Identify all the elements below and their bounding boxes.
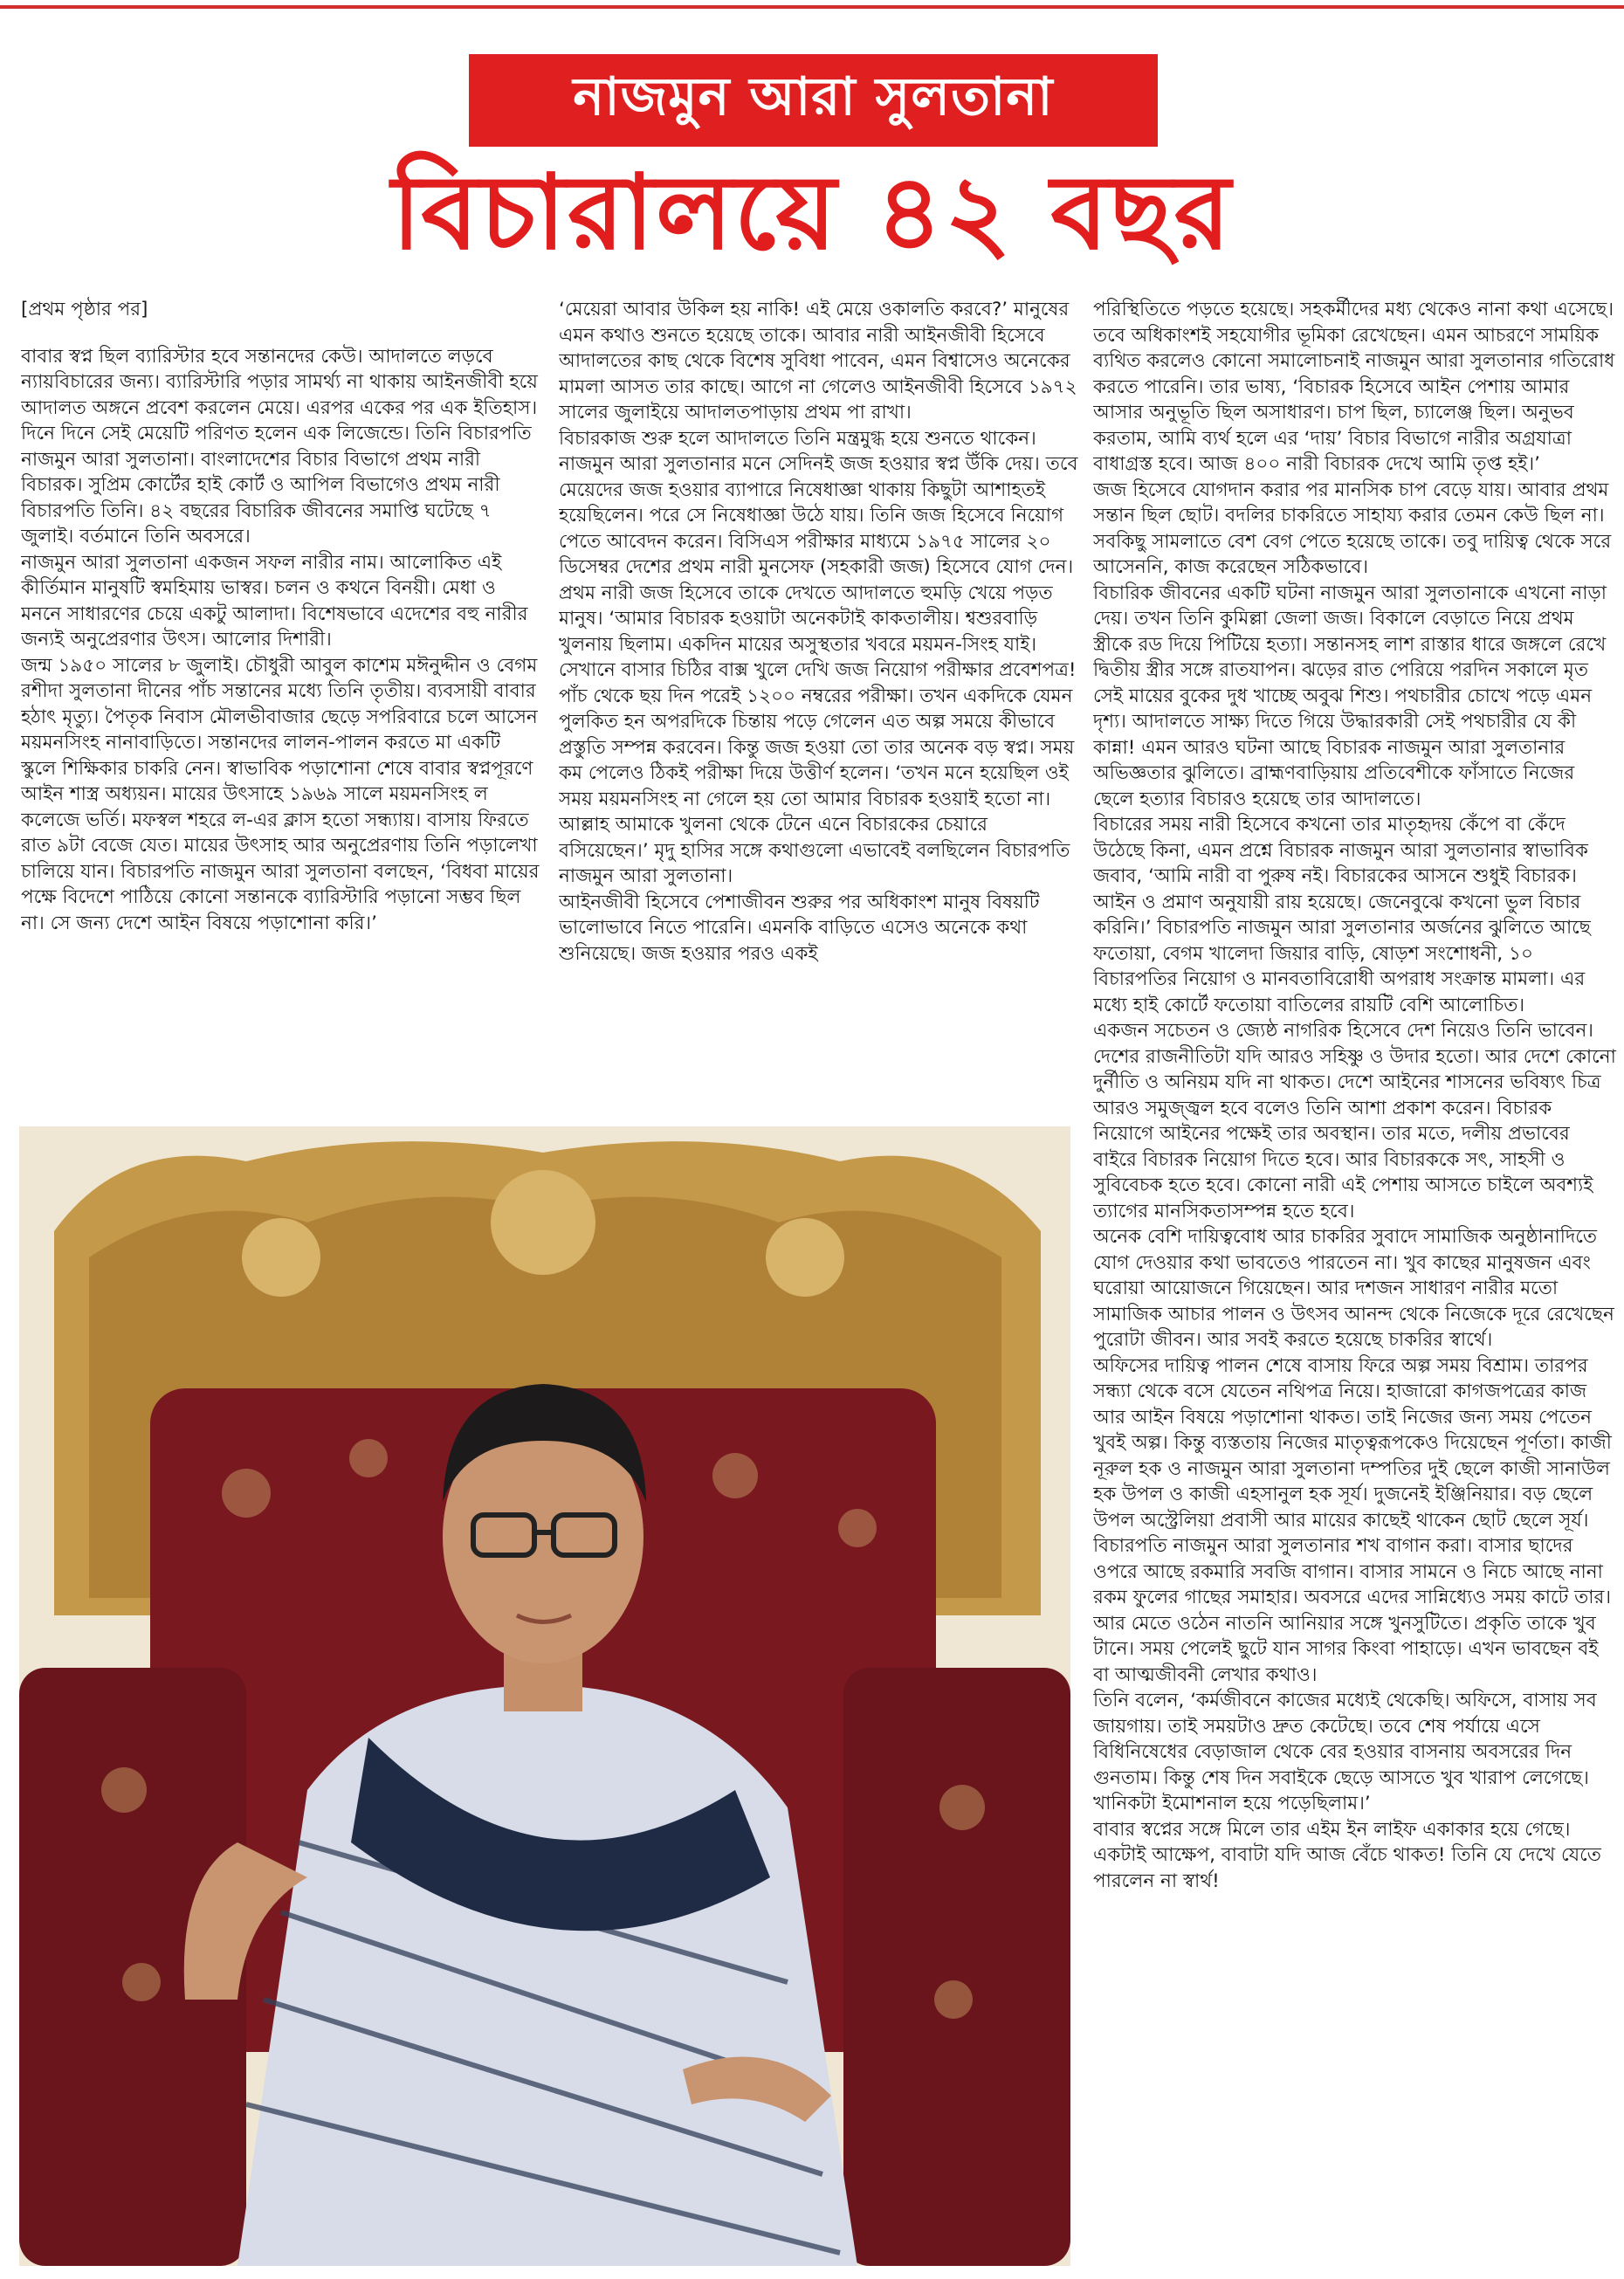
paragraph: আইনজীবী হিসেবে পেশাজীবন শুরুর পর অধিকাংশ মানুষ বিষয়টি ভালোভাবে নিতে পারেনি। এমনকি বাড়িতে এসেও অনেকে কথা শুনিয়েছে। জজ হওয়ার পরও একই: [559, 891, 1040, 965]
paragraph: বাবার স্বপ্ন ছিল ব্যারিস্টার হবে সন্তানদের কেউ। আদালতে লড়বে ন্যায়বিচারের জন্য। ব্যারিস্টারি পড়ার সামর্থ্য না থাকায় আইনজীবী হয়ে আদালত অঙ্গনে প্রবেশ করলেন মেয়ে। এরপর একের পর এক ইতিহাস। দিনে দিনে সেই মেয়েটি পরিণত হলেন এক লিজেন্ডে। তিনি বিচারপতি নাজমুন আরা সুলতানা। বাংলাদেশের বিচার বিভাগে প্রথম নারী বিচারক। সুপ্রিম কোর্টের হাই কোর্ট ও আপিল বিভাগেও প্রথম নারী বিচারপতি তিনি। ৪২ বছরের বিচারিক জীবনের সমাপ্তি ঘটেছে ৭ জুলাই। বর্তমানে তিনি অবসরে।: [21, 345, 538, 547]
paragraph: বিচারের সময় নারী হিসেবে কখনো তার মাতৃহৃদয় কেঁপে বা কেঁদে উঠেছে কিনা, এমন প্রশ্নে বিচারক নাজমুন আরা সুলতানার স্বাভাবিক জবাব, ‘আমি নারী বা পুরুষ নই। বিচারকের আসনে শুধুই বিচারক। আইন ও প্রমাণ অনুযায়ী রায় হয়েছে। জেনেবুঝে কখনো ভুল বিচার করিনি।’ বিচারপতি নাজমুন আরা সুলতানার অর্জনের ঝুলিতে আছে ফতোয়া, বেগম খালেদা জিয়ার বাড়ি, ষোড়শ সংশোধনী, ১০ বিচারপতির নিয়োগ ও মানবতাবিরোধী অপরাধ সংক্রান্ত মামলা। এর মধ্যে হাই কোর্টে ফতোয়া বাতিলের রায়টি বেশি আলোচিত।: [1093, 814, 1591, 1016]
article-column-1: [21, 297, 541, 1100]
continued-note: [প্রথম পৃষ্ঠার পর]: [21, 299, 148, 320]
paragraph: জন্ম ১৯৫০ সালের ৮ জুলাই। চৌধুরী আবুল কাশেম মঈনুদ্দীন ও বেগম রশীদা সুলতানা দীনের পাঁচ সন্তানের মধ্যে তিনি তৃতীয়। ব্যবসায়ী বাবার হঠাৎ মৃত্যু। পৈতৃক নিবাস মৌলভীবাজার ছেড়ে সপরিবারে চলে আসেন ময়মনসিংহ নানাবাড়িতে। সন্তানদের লালন-পালন করতে মা একটি স্কুলে শিক্ষিকার চাকরি নেন। স্বাভাবিক পড়াশোনা শেষে বাবার স্বপ্নপূরণে আইন শাস্ত্র অধ্যয়ন। মায়ের উৎসাহে ১৯৬৯ সালে ময়মনসিংহ ল কলেজে ভর্তি। মফস্বল শহরে ল-এর ক্লাস হতো সন্ধ্যায়। বাসায় ফিরতে রাত ৯টা বেজে যেত। মায়ের উৎসাহ আর অনুপ্রেরণায় তিনি পড়ালেখা চালিয়ে যান। বিচারপতি নাজমুন আরা সুলতানা বলছেন, ‘বিধবা মায়ের পক্ষে বিদেশে পাঠিয়ে কোনো সন্তানকে ব্যারিস্টারি পড়ানো সম্ভব ছিল না। সে জন্য দেশে আইন বিষয়ে পড়াশোনা করি।’: [21, 654, 540, 934]
article-column-3: [1093, 297, 1617, 2266]
paragraph: জজ হিসেবে যোগদান করার পর মানসিক চাপ বেড়ে যায়। আবার প্রথম সন্তান ছিল ছোট। বদলির চাকরিতে সাহায্য করার তেমন কেউ ছিল না। সবকিছু সামলাতে বেশ বেগ পেতে হয়েছে তাকে। তবু দায়িত্ব থেকে সরে আসেননি, কাজ করেছেন সঠিকভাবে।: [1093, 479, 1612, 578]
paragraph: বিচারিক জীবনের একটি ঘটনা নাজমুন আরা সুলতানাকে এখনো নাড়া দেয়। তখন তিনি কুমিল্লা জেলা জজ। বিকালে বেড়াতে নিয়ে প্রথম স্ত্রীকে রড দিয়ে পিটিয়ে হত্যা। সন্তানসহ লাশ রাস্তার ধারে জঙ্গলে রেখে দ্বিতীয় স্ত্রীর সঙ্গে রাতযাপন। ঝড়ের রাত পেরিয়ে পরদিন সকালে মৃত সেই মায়ের বুকের দুধ খাচ্ছে অবুঝ শিশু। পথচারীর চোখে পড়ে এমন দৃশ্য। আদালতে সাক্ষ্য দিতে গিয়ে উদ্ধারকারী সেই পথচারীর যে কী কান্না! এমন আরও ঘটনা আছে বিচারক নাজমুন আরা সুলতানার অভিজ্ঞতার ঝুলিতে। ব্রাহ্মণবাড়িয়ায় প্রতিবেশীকে ফাঁসাতে নিজের ছেলে হত্যার বিচারও হয়েছে তার আদালতে।: [1093, 582, 1607, 810]
paragraph: ‘মেয়েরা আবার উকিল হয় নাকি! এই মেয়ে ওকালতি করবে?’ মানুষের এমন কথাও শুনতে হয়েছে তাকে। আবার নারী আইনজীবী হিসেবে আদালতের কাছ থেকে বিশেষ সুবিধা পাবেন, এমন বিশ্বাসেও অনেকের মামলা আসত তার কাছে। আগে না গেলেও আইনজীবী হিসেবে ১৯৭২ সালের জুলাইয়ে আদালতপাড়ায় প্রথম পা রাখা।: [559, 299, 1077, 423]
paragraph: অনেক বেশি দায়িত্ববোধ আর চাকরির সুবাদে সামাজিক অনুষ্ঠানাদিতে যোগ দেওয়ার কথা ভাবতেও পারতেন না। খুব কাছের মানুষজন এবং ঘরোয়া আয়োজনে গিয়েছেন। আর দশজন সাধারণ নারীর মতো সামাজিক আচার পালন ও উৎসব আনন্দ থেকে নিজেকে দূরে রেখেছেন পুরোটা জীবন। আর সবই করতে হয়েছে চাকরির স্বার্থে।: [1093, 1226, 1614, 1351]
headline: বিচারালয়ে ৪২ বছর: [391, 152, 1233, 272]
paragraph: বিচারকাজ শুরু হলে আদালতে তিনি মন্ত্রমুগ্ধ হয়ে শুনতে থাকেন। নাজমুন আরা সুলতানার মনে সেদিনই জজ হওয়ার স্বপ্ন উঁকি দেয়। তবে মেয়েদের জজ হওয়ার ব্যাপারে নিষেধাজ্ঞা থাকায় কিছুটা আশাহতই হয়েছিলেন। পরে সে নিষেধাজ্ঞা উঠে যায়। তিনি জজ হিসেবে নিয়োগ পেতে আবেদন করেন। বিসিএস পরীক্ষার মাধ্যমে ১৯৭৫ সালের ২০ ডিসেম্বর দেশের প্রথম নারী মুনসেফ (সহকারী জজ) হিসেবে যোগ দেন। প্রথম নারী জজ হিসেবে তাকে দেখতে আদালতে হুমড়ি খেয়ে পড়ত মানুষ। ‘আমার বিচারক হওয়াটা অনেকটাই কাকতালীয়। শ্বশুরবাড়ি খুলনায় ছিলাম। একদিন মায়ের অসুস্থতার খবরে ময়মন-সিংহ যাই। সেখানে বাসার চিঠির বাক্স খুলে দেখি জজ নিয়োগ পরীক্ষার প্রবেশপত্র! পাঁচ থেকে ছয় দিন পরেই ১২০০ নম্বরের পরীক্ষা। তখন একদিকে যেমন পুলকিত হন অপরদিকে চিন্তায় পড়ে গেলেন এত অল্প সময়ে কীভাবে প্রস্তুতি সম্পন্ন করবেন। কিন্তু জজ হওয়া তো তার অনেক বড় স্বপ্ন। সময় কম পেলেও ঠিকই পরীক্ষা দিয়ে উত্তীর্ণ হলেন। ‘তখন মনে হয়েছিল ওই সময় ময়মনসিংহ না গেলে হয় তো আমার বিচারক হওয়াই হতো না। আল্লাহ আমাকে খুলনা থেকে টেনে এনে বিচারকের চেয়ারে বসিয়েছেন।’ মৃদু হাসির সঙ্গে কথাগুলো এভাবেই বলছিলেন বিচারপতি নাজমুন আরা সুলতানা।: [559, 427, 1078, 887]
portrait-photo: [19, 1126, 1070, 2266]
paragraph: বাবার স্বপ্নের সঙ্গে মিলে তার এইম ইন লাইফ একাকার হয়ে গেছে। একটাই আক্ষেপ, বাবাটা যদি আজ বেঁচে থাকত! তিনি যে দেখে যেতে পারলেন না স্বার্থ!: [1093, 1818, 1601, 1892]
paragraph: অফিসের দায়িত্ব পালন শেষে বাসায় ফিরে অল্প সময় বিশ্রাম। তারপর সন্ধ্যা থেকে বসে যেতেন নথিপত্র নিয়ে। হাজারো কাগজপত্রের কাজ আর আইন বিষয়ে পড়াশোনা থাকত। তাই নিজের জন্য সময় পেতেন খুবই অল্প। কিন্তু ব্যস্ততায় নিজের মাতৃত্বরূপকেও দিয়েছেন পূর্ণতা। কাজী নূরুল হক ও নাজমুন আরা সুলতানা দম্পতির দুই ছেলে কাজী সানাউল হক উপল ও কাজী এহসানুল হক সূর্য। দুজনেই ইঞ্জিনিয়ার। বড় ছেলে উপল অস্ট্রেলিয়া প্রবাসী আর মায়ের কাছেই থাকেন ছোট ছেলে সূর্য।: [1093, 1354, 1612, 1532]
portrait-illustration: [19, 1126, 1070, 2266]
paragraph: তিনি বলেন, ‘কর্মজীবনে কাজের মধ্যেই থেকেছি। অফিসে, বাসায় সব জায়গায়। তাই সময়টাও দ্রুত কেটেছে। তবে শেষ পর্যায়ে এসে বিধিনিষেধের বেড়াজাল থেকে বের হওয়ার বাসনায় অবসরের দিন গুনতাম। কিন্তু শেষ দিন সবাইকে ছেড়ে আসতে খুব খারাপ লেগেছে। খানিকটা ইমোশনাল হয়ে পড়েছিলাম।’: [1093, 1690, 1597, 1814]
name-banner: নাজমুন আরা সুলতানা: [469, 54, 1158, 147]
paragraph: পরিস্থিতিতে পড়তে হয়েছে। সহকর্মীদের মধ্য থেকেও নানা কথা এসেছে। তবে অধিকাংশই সহযোগীর ভূমিকা রেখেছেন। এমন আচরণে সাময়িক ব্যথিত করলেও কোনো সমালোচনাই নাজমুন আরা সুলতানার গতিরোধ করতে পারেনি। তার ভাষ্য, ‘বিচারক হিসেবে আইন পেশায় আমার আসার অনুভূতি ছিল অসাধারণ। চাপ ছিল, চ্যালেঞ্জ ছিল। অনুভব করতাম, আমি ব্যর্থ হলে এর ‘দায়’ বিচার বিভাগে নারীর অগ্রযাত্রা বাধাগ্রস্ত হবে। আজ ৪০০ নারী বিচারক দেখে আমি তৃপ্ত হই।’: [1093, 299, 1615, 475]
paragraph: নাজমুন আরা সুলতানা একজন সফল নারীর নাম। আলোকিত এই কীর্তিমান মানুষটি স্বমহিমায় ভাস্বর। চলন ও কথনে বিনয়ী। মেধা ও মননে সাধারণের চেয়ে একটু আলাদা। বিশেষভাবে এদেশের বহু নারীর জন্যই অনুপ্রেরণার উৎস। আলোর দিশারী।: [21, 551, 528, 651]
paragraph: বিচারপতি নাজমুন আরা সুলতানার শখ বাগান করা। বাসার ছাদের ওপরে আছে রকমারি সবজি বাগান। বাসার সামনে ও নিচে আছে নানা রকম ফুলের গাছের সমাহার। অবসরে এদের সান্নিধ্যেও সময় কাটে তার। আর মেতে ওঠেন নাতনি আনিয়ার সঙ্গে খুনসুটিতে। প্রকৃতি তাকে খুব টানে। সময় পেলেই ছুটে যান সাগর কিংবা পাহাড়ে। এখন ভাবছেন বই বা আত্মজীবনী লেখার কথাও।: [1093, 1535, 1612, 1686]
article-column-2: [559, 297, 1083, 1100]
paragraph: একজন সচেতন ও জ্যেষ্ঠ নাগরিক হিসেবে দেশ নিয়েও তিনি ভাবেন। দেশের রাজনীতিটা যদি আরও সহিষ্ণু ও উদার হতো। আর দেশে কোনো দুর্নীতি ও অনিয়ম যদি না থাকত। দেশে আইনের শাসনের ভবিষ্যৎ চিত্র আরও সমুজ্জ্বল হবে বলেও তিনি আশা প্রকাশ করেন। বিচারক নিয়োগে আইনের পক্ষেই তার অবস্থান। তার মতে, দলীয় প্রভাবের বাইরে বিচারক নিয়োগ দিতে হবে। আর বিচারককে সৎ, সাহসী ও সুবিবেচক হতে হবে। কোনো নারী এই পেশায় আসতে চাইলে অবশ্যই ত্যাগের মানসিকতাসম্পন্ন হতে হবে।: [1093, 1020, 1616, 1222]
top-rule: [0, 5, 1624, 9]
